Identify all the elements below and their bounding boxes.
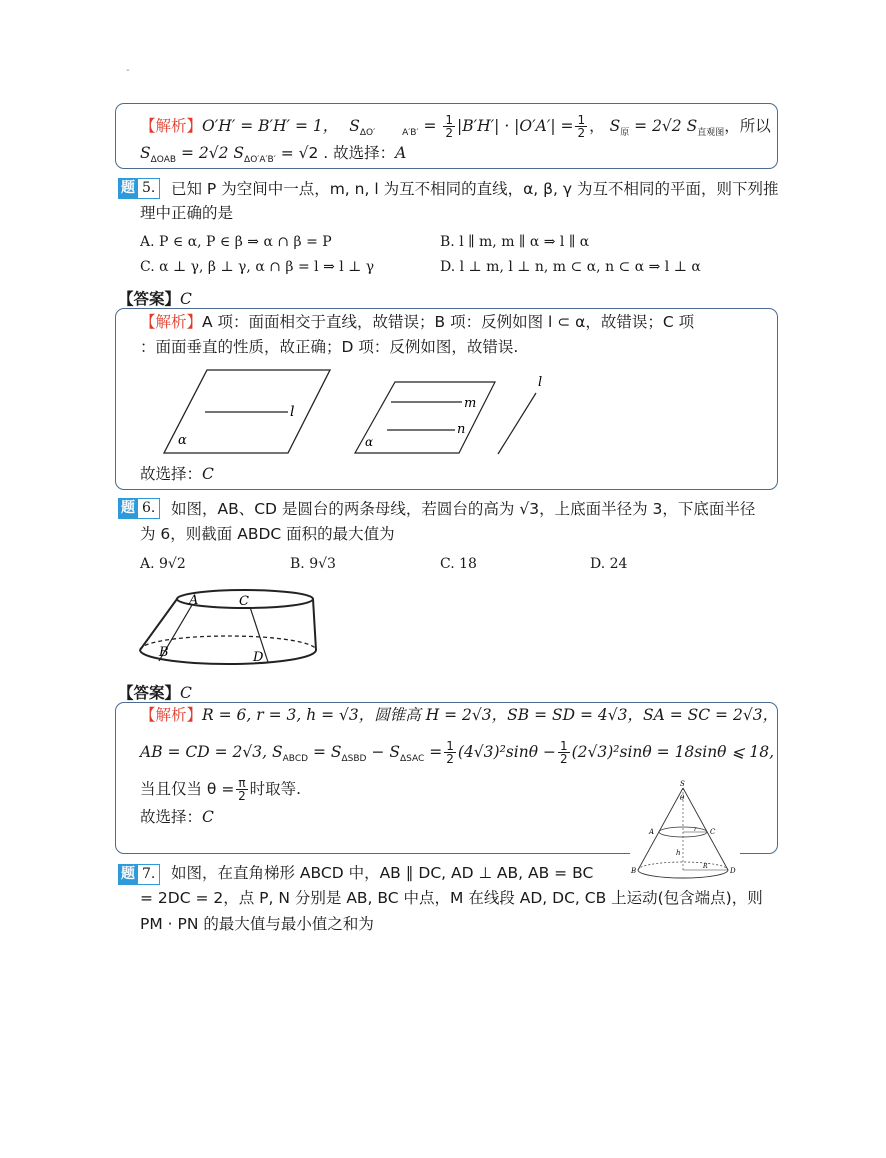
text-seg: 1 — [446, 739, 454, 753]
question-tag-label: 题 — [118, 864, 138, 885]
cone-label-A: A — [649, 828, 655, 836]
text-seg: 故选择： — [140, 808, 203, 826]
text-seg: = 2√2 S — [180, 144, 245, 162]
q5-answer — [118, 287, 192, 309]
q7-stem-line2: = 2DC = 2，点 P, N 分别是 AB, BC 中点，M 在线段 AD, DC, CB 上运动(包含端点)，则 — [140, 889, 763, 907]
answer-label: 【答案】 — [118, 290, 181, 308]
text-seg: R = 6, r = 3, h = √3，圆锥高 H = 2√3，SB = SD = 4√3，SA = SC = 2√3， — [202, 706, 779, 724]
q6-solution-line2 — [140, 740, 774, 765]
cone-figure — [630, 776, 740, 884]
plane-alpha-2 — [355, 382, 495, 453]
cone-label-D: D — [730, 867, 736, 875]
label-D: D — [253, 650, 264, 665]
line-l-outside — [498, 393, 536, 454]
question-number: 6. — [138, 498, 160, 519]
left-generatrix — [140, 599, 177, 650]
text-seg: 2 — [577, 126, 586, 140]
text-seg: AB = CD = 2√3, S — [140, 743, 283, 761]
text-seg: C — [202, 808, 214, 826]
text-seg: 2 — [446, 752, 454, 766]
label-alpha-2: α — [365, 435, 374, 449]
q7-stem-line1: 如图，在直角梯形 ABCD 中，AB ∥ DC, AD ⊥ AB, AB = BC — [171, 864, 594, 882]
fraction-pi-half — [236, 777, 247, 802]
label-C: C — [239, 594, 249, 609]
fraction-half-3 — [444, 740, 456, 765]
label-alpha: α — [178, 433, 187, 448]
solution-q4-line2 — [140, 146, 406, 165]
text-seg: 1 — [445, 113, 453, 127]
text-seg: C — [202, 465, 214, 483]
cone-label-B: B — [631, 867, 637, 875]
text-seg: |B′H′| · |O′A′| = — [457, 117, 574, 135]
text-seg: ΔO′ — [359, 128, 376, 139]
q6-solution-line1 — [140, 708, 778, 724]
text-seg: ΔSAC — [399, 754, 425, 765]
text-seg: π — [238, 776, 246, 790]
question-tag-6 — [118, 498, 160, 519]
cone-label-theta: θ — [680, 794, 685, 802]
text-seg: 故选择： — [140, 465, 203, 483]
label-A: A — [189, 593, 199, 608]
text-seg: 当且仅当 θ = — [140, 780, 235, 798]
q5-option-b: B. l ∥ m, m ∥ α ⇒ l ∥ α — [440, 234, 590, 250]
cone-label-r: r — [694, 826, 697, 833]
text-seg: 1 — [559, 739, 568, 753]
q5-stem-line1: 已知 P 为空间中一点，m, n, l 为互不相同的直线，α, β, γ 为互不相同的平面，则下列推 — [171, 180, 779, 198]
text-seg: (2√3)²sinθ = 18sinθ ⩽ 18, — [571, 743, 775, 761]
q6-stem-line2: 为 6，则截面 ABDC 面积的最大值为 — [140, 525, 395, 543]
text-seg: ，所以 — [724, 117, 771, 135]
fraction-half-2 — [575, 114, 587, 139]
fraction-half-4 — [558, 740, 570, 765]
question-tag-7 — [118, 864, 160, 885]
text-seg: 2 — [238, 789, 246, 803]
q5-stem-line2: 理中正确的是 — [140, 204, 234, 222]
q6-option-a: A. 9√2 — [140, 556, 186, 572]
solution-label: 【解析】 — [140, 117, 203, 135]
text-seg: 直观图 — [697, 128, 725, 139]
text-seg: A′B′ — [402, 128, 419, 139]
q6-stem-line1: 如图，AB、CD 是圆台的两条母线，若圆台的高为 √3，上底面半径为 3，下底面半径 — [171, 500, 756, 518]
q5-solution-line1 — [140, 315, 694, 331]
q5-figures — [150, 360, 550, 460]
text-seg: ΔO′A′B′ — [244, 155, 276, 166]
q5-option-c: C. α ⊥ γ, β ⊥ γ, α ∩ β = l ⇒ l ⊥ γ — [140, 259, 375, 275]
text-seg: − S — [371, 743, 400, 761]
text-seg: ΔOAB — [150, 155, 177, 166]
solution-label: 【解析】 — [140, 706, 203, 724]
label-n: n — [457, 422, 466, 437]
q5-option-d: D. l ⊥ m, l ⊥ n, m ⊂ α, n ⊂ α ⇒ l ⊥ α — [440, 259, 701, 275]
question-number: 7. — [138, 864, 160, 885]
text-seg: A 项：面面相交于直线，故错误；B 项：反例如图 l ⊂ α，故错误；C 项 — [202, 313, 695, 331]
text-seg: O′H′ = B′H′ = 1， — [202, 117, 339, 135]
label-l: l — [290, 404, 295, 420]
solution-q4-line1 — [140, 114, 771, 139]
label-m: m — [464, 396, 477, 411]
text-seg: ABCD — [282, 754, 309, 765]
question-tag-5 — [118, 178, 160, 199]
text-seg: ΔSBD — [341, 754, 367, 765]
q5-solution-end — [140, 467, 214, 483]
solution-label: 【解析】 — [140, 313, 203, 331]
cone-label-S: S — [680, 780, 685, 788]
right-generatrix — [313, 599, 316, 650]
label-B: B — [159, 645, 169, 660]
q6-option-d: D. 24 — [590, 556, 628, 572]
q5-option-a: A. P ∈ α, P ∈ β ⇒ α ∩ β = P — [140, 234, 332, 250]
text-seg: 原 — [620, 128, 630, 139]
text-seg: = — [423, 117, 442, 135]
text-seg: 时取等. — [249, 780, 301, 798]
cone-label-h: h — [676, 849, 681, 857]
text-seg: 2 — [445, 126, 453, 140]
q6-option-b: B. 9√3 — [290, 556, 336, 572]
text-seg: = 2√2 S — [634, 117, 698, 135]
question-number: 5. — [138, 178, 160, 199]
question-tag-label: 题 — [118, 178, 138, 199]
text-seg: = — [429, 743, 443, 761]
text-seg: S — [349, 117, 360, 135]
text-seg: = S — [312, 743, 342, 761]
fraction-half — [443, 114, 455, 139]
q6-answer — [118, 681, 192, 703]
text-seg: ， — [589, 117, 605, 135]
answer-value: C — [180, 290, 192, 308]
page-mark: - — [126, 65, 130, 76]
q7-stem-line3: PM · PN 的最大值与最小值之和为 — [140, 915, 374, 933]
text-seg: (4√3)²sinθ − — [457, 743, 556, 761]
cone-label-C: C — [710, 828, 716, 836]
text-seg: 1 — [577, 113, 586, 127]
text-seg: = √2 . 故选择： — [280, 144, 396, 162]
q5-solution-line2: ：面面垂直的性质，故正确；D 项：反例如图，故错误. — [140, 338, 519, 356]
q6-option-c: C. 18 — [440, 556, 477, 572]
answer-label: 【答案】 — [118, 684, 181, 702]
text-seg: S — [609, 117, 621, 135]
answer-value: C — [180, 684, 192, 702]
text-seg: 2 — [559, 752, 568, 766]
label-l-2: l — [538, 375, 543, 390]
text-seg: A — [395, 144, 407, 162]
text-seg: S — [140, 144, 151, 162]
cone-label-R: R — [703, 863, 708, 870]
frustum-figure — [136, 585, 321, 670]
q6-solution-end — [140, 810, 214, 826]
q6-solution-line3 — [140, 777, 301, 802]
question-tag-label: 题 — [118, 498, 138, 519]
